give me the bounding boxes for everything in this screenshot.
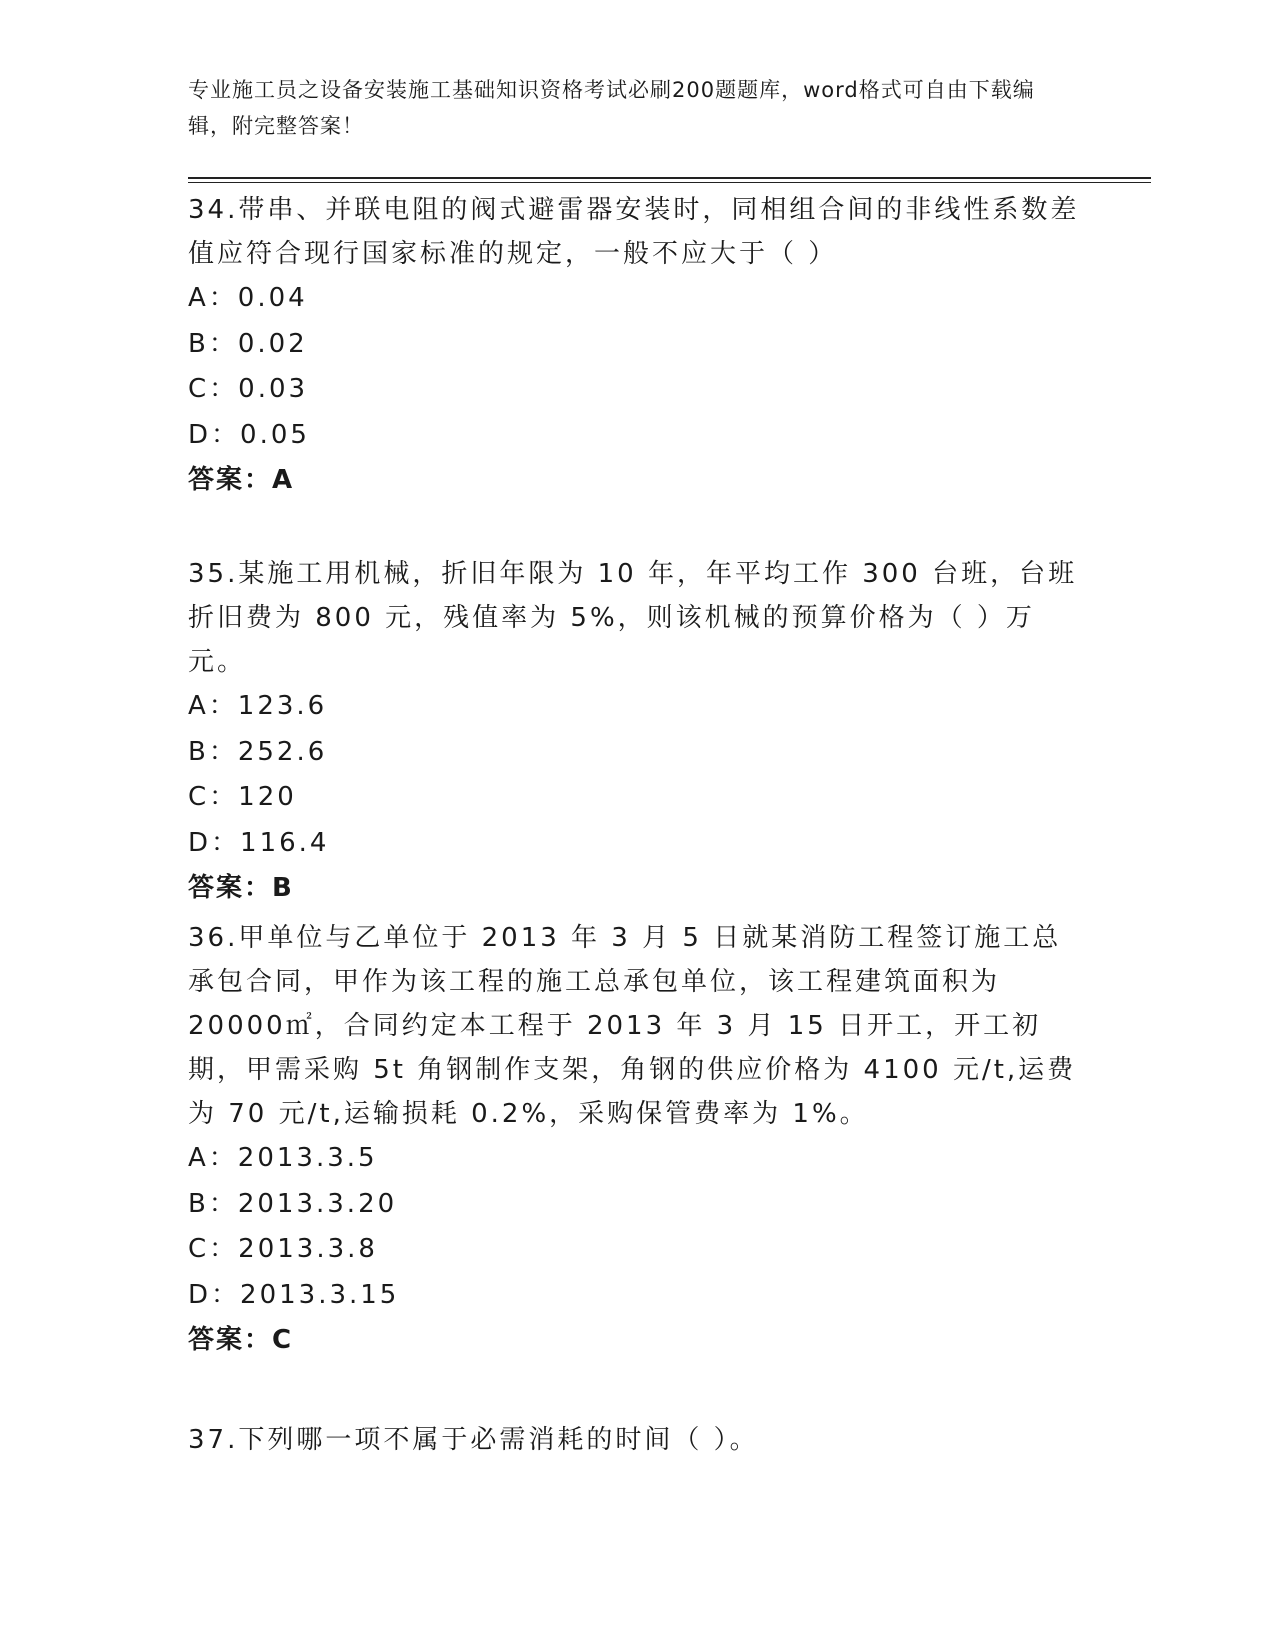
option-a: A：2013.3.5 (188, 1143, 378, 1173)
option-b: B：0.02 (188, 328, 308, 359)
option-d: D：116.4 (188, 827, 330, 858)
option-a: A：123.6 (188, 691, 328, 721)
question-34 (188, 188, 1088, 503)
question-36 (188, 916, 1088, 1363)
header-divider-thin (188, 182, 1151, 183)
option-c: C：120 (188, 782, 297, 812)
answer: 答案：C (188, 1325, 294, 1355)
option-b: B：2013.3.20 (188, 1188, 398, 1219)
document-header: 专业施工员之设备安装施工基础知识资格考试必刷200题题库，word格式可自由下载编辑，附完整答案！ (188, 78, 1035, 138)
question-stem: 36.甲单位与乙单位于 2013 年 3 月 5 日就某消防工程签订施工总承包合同，甲作为该工程的施工总承包单位，该工程建筑面积为 20000㎡，合同约定本工程于 2013 年 3 月 15 日开工，开工初期，甲需采购 5t 角钢制作支架，角钢的供应价格为 4100 元/t,运费为 70 元/t,运输损耗 0.2%，采购保管费率为 1%。 (188, 923, 1077, 1129)
question-stem: 37.下列哪一项不属于必需消耗的时间（ ）。 (188, 1425, 759, 1455)
question-stem: 35.某施工用机械，折旧年限为 10 年，年平均工作 300 台班，台班折旧费为 800 元，残值率为 5%，则该机械的预算价格为（ ）万元。 (188, 559, 1078, 677)
option-c: C：0.03 (188, 374, 309, 404)
question-37 (188, 1418, 1088, 1462)
option-d: D：2013.3.15 (188, 1279, 400, 1310)
question-stem: 34.带串、并联电阻的阀式避雷器安装时，同相组合间的非线性系数差值应符合现行国家标准的规定，一般不应大于（ ） (188, 195, 1080, 269)
option-b: B：252.6 (188, 736, 328, 767)
question-35 (188, 552, 1088, 911)
option-a: A：0.04 (188, 283, 308, 313)
answer: 答案：A (188, 465, 295, 495)
answer: 答案：B (188, 873, 294, 903)
header-divider-thick (188, 177, 1151, 179)
option-d: D：0.05 (188, 419, 310, 450)
option-c: C：2013.3.8 (188, 1234, 378, 1264)
